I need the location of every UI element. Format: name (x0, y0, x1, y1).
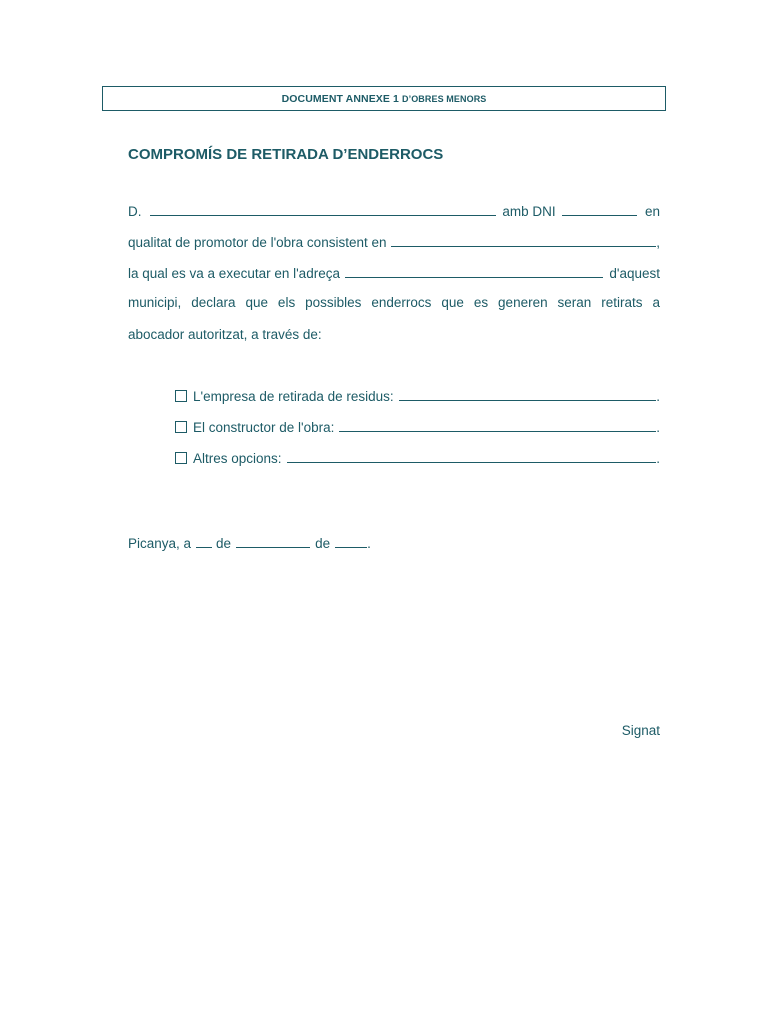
comma: , (656, 235, 660, 250)
works-line (128, 233, 660, 251)
option-end: . (656, 420, 660, 435)
date-end: . (367, 536, 371, 551)
name-dni-line (128, 202, 660, 220)
option-label: L'empresa de retirada de residus: (193, 389, 394, 404)
option-waste-company[interactable] (175, 387, 660, 405)
header-subtitle: D’OBRES MENORS (402, 93, 487, 104)
option-builder[interactable] (175, 418, 660, 436)
checkbox[interactable] (175, 390, 187, 402)
year-field[interactable] (335, 534, 367, 548)
municipality-label: d'aquest (609, 266, 660, 281)
document-header-box (102, 86, 666, 111)
dni-label: amb DNI (502, 204, 556, 219)
day-field[interactable] (196, 534, 212, 548)
de-label: de (315, 536, 331, 551)
place-label: Picanya, a (128, 536, 192, 551)
month-field[interactable] (236, 534, 310, 548)
works-field[interactable] (391, 233, 656, 247)
option-field[interactable] (399, 387, 657, 401)
checkbox[interactable] (175, 452, 187, 464)
de-label: de (216, 536, 232, 551)
header-title: DOCUMENT ANNEXE 1 (281, 92, 399, 105)
works-label: qualitat de promotor de l'obra consistent en (128, 235, 387, 250)
address-field[interactable] (345, 264, 603, 278)
signature-label: Signat (621, 723, 660, 738)
declaration-line-2: abocador autoritzat, a través de: (128, 327, 322, 342)
address-label: la qual es va a executar en l'adreça (128, 266, 340, 281)
option-end: . (656, 451, 660, 466)
document-title: COMPROMÍS DE RETIRADA D’ENDERROCS (128, 146, 444, 163)
option-field[interactable] (339, 418, 656, 432)
option-field[interactable] (287, 449, 657, 463)
en-label: en (644, 204, 660, 219)
address-line (128, 264, 660, 282)
declaration-line: municipi, declara que els possibles enderrocs que es generen seran retirats a (128, 295, 660, 310)
name-field[interactable] (150, 202, 497, 216)
name-label: D. (128, 204, 142, 219)
checkbox[interactable] (175, 421, 187, 433)
option-end: . (656, 389, 660, 404)
option-label: Altres opcions: (193, 451, 282, 466)
dni-field[interactable] (562, 202, 637, 216)
date-line (128, 534, 371, 552)
option-other[interactable] (175, 449, 660, 467)
option-label: El constructor de l'obra: (193, 420, 335, 435)
